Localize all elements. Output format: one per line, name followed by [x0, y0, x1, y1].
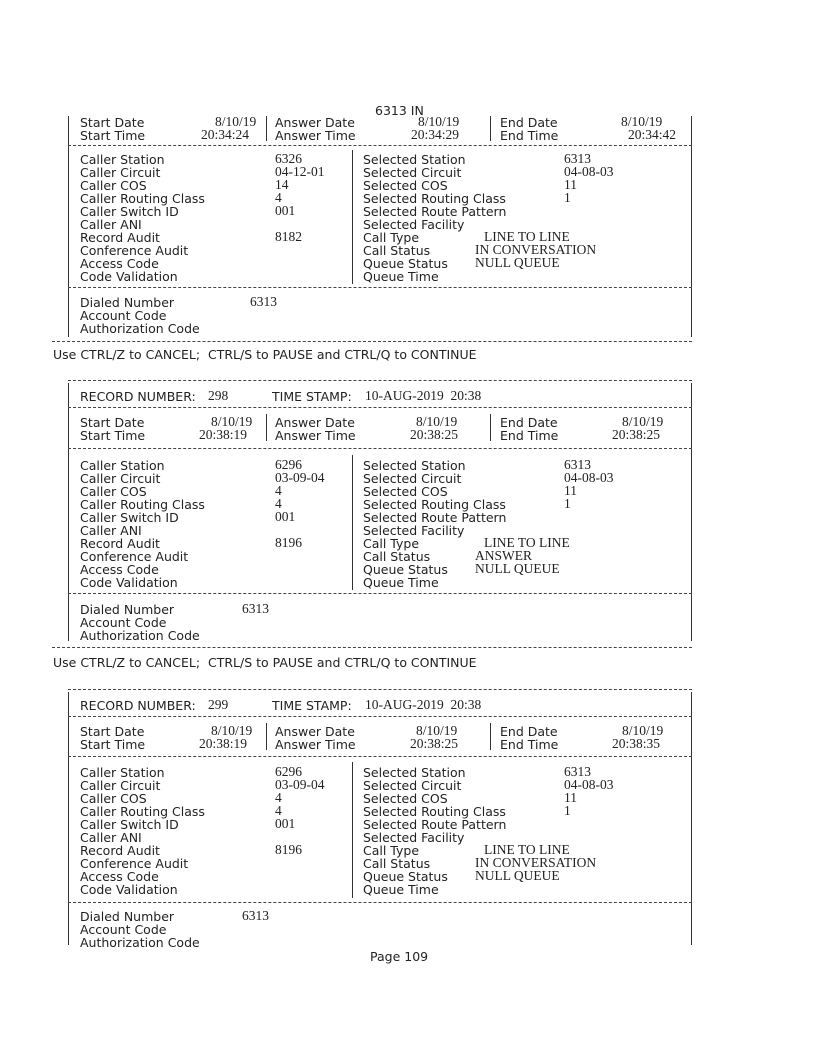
- end-date-label: End Date: [500, 115, 558, 130]
- divider: [68, 593, 692, 594]
- call-type-label: Call Type: [363, 536, 420, 551]
- call-status-label: Call Status: [363, 549, 431, 564]
- start-date-label: Start Date: [80, 415, 145, 430]
- caller-switch-id-value: 001: [275, 509, 296, 524]
- call-type-value: LINE TO LINE: [484, 842, 570, 857]
- start-date-value: 8/10/19: [211, 414, 253, 429]
- call-status-label: Call Status: [363, 856, 431, 871]
- dialed-number-value: 6313: [250, 294, 277, 309]
- caller-routing-class-value: 4: [275, 496, 282, 511]
- conference-audit-label: Conference Audit: [80, 549, 189, 564]
- call-status-value: IN CONVERSATION: [475, 242, 597, 257]
- divider: [68, 407, 692, 408]
- end-time-value: 20:34:42: [628, 127, 677, 142]
- access-code-label: Access Code: [80, 869, 159, 884]
- start-date-label: Start Date: [80, 115, 145, 130]
- authorization-code-label: Authorization Code: [80, 321, 200, 336]
- caller-circuit-value: 03-09-04: [275, 470, 325, 485]
- access-code-label: Access Code: [80, 256, 159, 271]
- caller-routing-class-label: Caller Routing Class: [80, 804, 205, 819]
- record-header: 6313 IN: [375, 103, 424, 118]
- divider: [68, 716, 692, 717]
- column-separator: [352, 455, 353, 590]
- caller-station-value: 6296: [275, 764, 302, 779]
- cancel-message: Use CTRL/Z to CANCEL; CTRL/S to PAUSE and CTRL/Q to CONTINUE: [53, 655, 477, 670]
- start-time-label: Start Time: [80, 128, 146, 143]
- call-type-value: LINE TO LINE: [484, 229, 570, 244]
- record-number-value: 299: [208, 697, 229, 712]
- record-audit-value: 8196: [275, 535, 302, 550]
- sep: [266, 116, 267, 141]
- queue-status-label: Queue Status: [363, 256, 448, 271]
- end-time-value: 20:38:35: [612, 736, 661, 751]
- call-status-value: ANSWER: [475, 548, 532, 563]
- divider: [68, 448, 692, 449]
- call-status-value: IN CONVERSATION: [475, 855, 597, 870]
- time-stamp-value: 10-AUG-2019 20:38: [365, 388, 482, 403]
- sep: [266, 414, 267, 441]
- start-date-value: 8/10/19: [215, 114, 257, 129]
- queue-time-label: Queue Time: [363, 882, 439, 897]
- end-date-label: End Date: [500, 724, 558, 739]
- caller-routing-class-label: Caller Routing Class: [80, 191, 205, 206]
- selected-cos-value: 11: [564, 483, 577, 498]
- queue-status-value: NULL QUEUE: [475, 255, 560, 270]
- dialed-number-label: Dialed Number: [80, 602, 175, 617]
- selected-circuit-label: Selected Circuit: [363, 165, 462, 180]
- selected-routing-class-label: Selected Routing Class: [363, 804, 506, 819]
- record-audit-value: 8182: [275, 229, 302, 244]
- code-validation-label: Code Validation: [80, 269, 178, 284]
- divider: [52, 341, 692, 342]
- answer-date-label: Answer Date: [275, 415, 355, 430]
- dialed-number-label: Dialed Number: [80, 909, 175, 924]
- selected-circuit-label: Selected Circuit: [363, 778, 462, 793]
- start-time-value: 20:34:24: [201, 127, 250, 142]
- caller-station-value: 6296: [275, 457, 302, 472]
- divider: [68, 689, 692, 690]
- time-stamp-label: TIME STAMP:: [272, 389, 352, 404]
- caller-station-label: Caller Station: [80, 152, 165, 167]
- right-border: [691, 116, 692, 337]
- end-date-value: 8/10/19: [621, 114, 663, 129]
- caller-switch-id-label: Caller Switch ID: [80, 204, 179, 219]
- answer-time-label: Answer Time: [275, 428, 356, 443]
- answer-date-label: Answer Date: [275, 115, 355, 130]
- selected-station-label: Selected Station: [363, 765, 466, 780]
- conference-audit-label: Conference Audit: [80, 243, 189, 258]
- record-number-label: RECORD NUMBER:: [80, 698, 196, 713]
- queue-time-label: Queue Time: [363, 575, 439, 590]
- caller-switch-id-value: 001: [275, 816, 296, 831]
- queue-status-label: Queue Status: [363, 562, 448, 577]
- selected-routing-class-value: 1: [564, 496, 571, 511]
- queue-time-label: Queue Time: [363, 269, 439, 284]
- selected-cos-value: 11: [564, 177, 577, 192]
- end-date-value: 8/10/19: [622, 414, 664, 429]
- caller-cos-value: 4: [275, 790, 282, 805]
- dialed-number-value: 6313: [242, 908, 269, 923]
- caller-routing-class-value: 4: [275, 803, 282, 818]
- caller-cos-label: Caller COS: [80, 178, 147, 193]
- right-border: [691, 692, 692, 945]
- selected-cos-label: Selected COS: [363, 484, 448, 499]
- answer-time-value: 20:38:25: [410, 736, 459, 751]
- divider: [68, 287, 692, 288]
- end-time-label: End Time: [500, 128, 559, 143]
- end-date-value: 8/10/19: [622, 723, 664, 738]
- divider: [52, 647, 692, 648]
- caller-ani-label: Caller ANI: [80, 830, 142, 845]
- caller-station-value: 6326: [275, 151, 302, 166]
- record-number-value: 298: [208, 388, 229, 403]
- sep: [490, 414, 491, 441]
- caller-switch-id-value: 001: [275, 203, 296, 218]
- account-code-label: Account Code: [80, 308, 167, 323]
- selected-cos-value: 11: [564, 790, 577, 805]
- selected-routing-class-value: 1: [564, 190, 571, 205]
- account-code-label: Account Code: [80, 615, 167, 630]
- caller-switch-id-label: Caller Switch ID: [80, 817, 179, 832]
- caller-circuit-value: 04-12-01: [275, 164, 325, 179]
- selected-station-value: 6313: [564, 151, 591, 166]
- start-date-label: Start Date: [80, 724, 145, 739]
- divider: [68, 145, 692, 146]
- end-date-label: End Date: [500, 415, 558, 430]
- start-time-label: Start Time: [80, 737, 146, 752]
- dialed-number-value: 6313: [242, 601, 269, 616]
- caller-cos-value: 14: [275, 177, 289, 192]
- left-border: [68, 692, 69, 945]
- conference-audit-label: Conference Audit: [80, 856, 189, 871]
- selected-routing-class-label: Selected Routing Class: [363, 497, 506, 512]
- call-status-label: Call Status: [363, 243, 431, 258]
- authorization-code-label: Authorization Code: [80, 935, 200, 950]
- start-date-value: 8/10/19: [211, 723, 253, 738]
- answer-date-value: 8/10/19: [418, 114, 460, 129]
- caller-ani-label: Caller ANI: [80, 523, 142, 538]
- queue-status-value: NULL QUEUE: [475, 868, 560, 883]
- end-time-value: 20:38:25: [612, 427, 661, 442]
- caller-circuit-label: Caller Circuit: [80, 778, 161, 793]
- answer-time-value: 20:38:25: [410, 427, 459, 442]
- selected-route-pattern-label: Selected Route Pattern: [363, 204, 507, 219]
- answer-date-value: 8/10/19: [416, 723, 458, 738]
- answer-time-label: Answer Time: [275, 128, 356, 143]
- page-number: Page 109: [370, 949, 429, 964]
- answer-date-label: Answer Date: [275, 724, 355, 739]
- selected-facility-label: Selected Facility: [363, 217, 465, 232]
- start-time-value: 20:38:19: [199, 736, 248, 751]
- answer-time-label: Answer Time: [275, 737, 356, 752]
- queue-status-value: NULL QUEUE: [475, 561, 560, 576]
- answer-time-value: 20:34:29: [411, 127, 460, 142]
- caller-ani-label: Caller ANI: [80, 217, 142, 232]
- start-time-label: Start Time: [80, 428, 146, 443]
- divider: [68, 756, 692, 757]
- time-stamp-value: 10-AUG-2019 20:38: [365, 697, 482, 712]
- selected-facility-label: Selected Facility: [363, 523, 465, 538]
- caller-routing-class-label: Caller Routing Class: [80, 497, 205, 512]
- record-audit-value: 8196: [275, 842, 302, 857]
- sep: [266, 723, 267, 750]
- code-validation-label: Code Validation: [80, 882, 178, 897]
- end-time-label: End Time: [500, 737, 559, 752]
- right-border: [691, 383, 692, 641]
- sep: [490, 116, 491, 141]
- record-audit-label: Record Audit: [80, 536, 160, 551]
- selected-station-value: 6313: [564, 764, 591, 779]
- account-code-label: Account Code: [80, 922, 167, 937]
- column-separator: [352, 762, 353, 898]
- selected-circuit-value: 04-08-03: [564, 777, 614, 792]
- caller-cos-value: 4: [275, 483, 282, 498]
- call-type-value: LINE TO LINE: [484, 535, 570, 550]
- selected-station-value: 6313: [564, 457, 591, 472]
- selected-station-label: Selected Station: [363, 152, 466, 167]
- caller-cos-label: Caller COS: [80, 791, 147, 806]
- start-time-value: 20:38:19: [199, 427, 248, 442]
- selected-station-label: Selected Station: [363, 458, 466, 473]
- caller-station-label: Caller Station: [80, 765, 165, 780]
- caller-routing-class-value: 4: [275, 190, 282, 205]
- record-audit-label: Record Audit: [80, 843, 160, 858]
- caller-circuit-label: Caller Circuit: [80, 165, 161, 180]
- call-type-label: Call Type: [363, 230, 420, 245]
- code-validation-label: Code Validation: [80, 575, 178, 590]
- divider: [68, 902, 692, 903]
- record-number-label: RECORD NUMBER:: [80, 389, 196, 404]
- cancel-message: Use CTRL/Z to CANCEL; CTRL/S to PAUSE and CTRL/Q to CONTINUE: [53, 347, 477, 362]
- selected-facility-label: Selected Facility: [363, 830, 465, 845]
- answer-date-value: 8/10/19: [416, 414, 458, 429]
- queue-status-label: Queue Status: [363, 869, 448, 884]
- record-audit-label: Record Audit: [80, 230, 160, 245]
- authorization-code-label: Authorization Code: [80, 628, 200, 643]
- selected-routing-class-value: 1: [564, 803, 571, 818]
- left-border: [68, 116, 69, 337]
- call-type-label: Call Type: [363, 843, 420, 858]
- selected-cos-label: Selected COS: [363, 791, 448, 806]
- access-code-label: Access Code: [80, 562, 159, 577]
- divider: [68, 380, 692, 381]
- caller-switch-id-label: Caller Switch ID: [80, 510, 179, 525]
- caller-station-label: Caller Station: [80, 458, 165, 473]
- caller-circuit-value: 03-09-04: [275, 777, 325, 792]
- selected-circuit-label: Selected Circuit: [363, 471, 462, 486]
- time-stamp-label: TIME STAMP:: [272, 698, 352, 713]
- sep: [490, 723, 491, 750]
- caller-cos-label: Caller COS: [80, 484, 147, 499]
- selected-circuit-value: 04-08-03: [564, 470, 614, 485]
- selected-circuit-value: 04-08-03: [564, 164, 614, 179]
- selected-route-pattern-label: Selected Route Pattern: [363, 510, 507, 525]
- dialed-number-label: Dialed Number: [80, 295, 175, 310]
- end-time-label: End Time: [500, 428, 559, 443]
- caller-circuit-label: Caller Circuit: [80, 471, 161, 486]
- left-border: [68, 383, 69, 641]
- selected-routing-class-label: Selected Routing Class: [363, 191, 506, 206]
- column-separator: [352, 150, 353, 284]
- selected-cos-label: Selected COS: [363, 178, 448, 193]
- selected-route-pattern-label: Selected Route Pattern: [363, 817, 507, 832]
